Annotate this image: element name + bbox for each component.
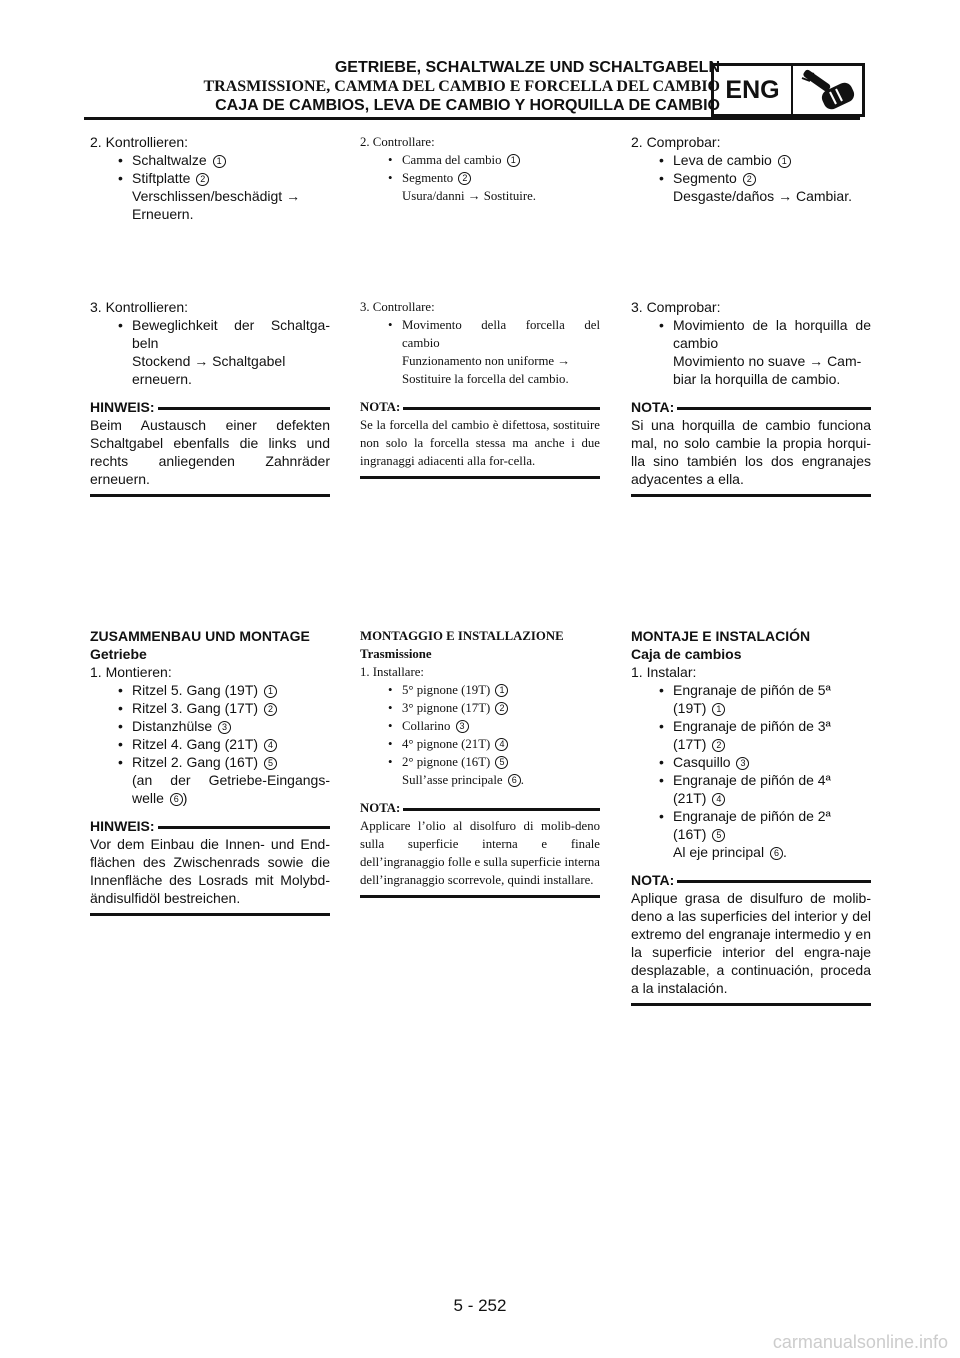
badge-label: ENG (714, 66, 793, 114)
list-item: • Beweglichkeit der Schaltga- (90, 316, 330, 334)
note-label: NOTA: (360, 400, 401, 414)
note-text: Se la forcella del cambio è difettosa, sostituire non solo la forcella stessa ma anche i due ingranaggi adiacenti alla for-cella. (360, 418, 600, 468)
note-label: NOTA: (631, 399, 675, 415)
item-text: ) (182, 790, 188, 806)
es-section-2 (631, 133, 871, 205)
item-text: 4° pignone (21T) (402, 737, 491, 751)
item-text: . (520, 773, 524, 787)
ref-number: 5 (712, 829, 725, 842)
ref-number: 1 (507, 154, 520, 167)
item-detail: Stockend → Schaltgabel (132, 353, 286, 369)
item-text: Sull’asse principale (402, 773, 503, 787)
item-text: Al eje principal (673, 844, 765, 860)
note-label: NOTA: (631, 872, 675, 888)
watermark: carmanualsonline.info (772, 1332, 948, 1352)
ref-number: 4 (264, 739, 277, 752)
header-title-de: GETRIEBE, SCHALTWALZE UND SCHALTGABELN (334, 59, 720, 76)
list-item (90, 753, 330, 771)
list-item (90, 717, 330, 735)
es-assembly (631, 627, 871, 1006)
note-heading (90, 817, 330, 835)
item-text: (19T) (673, 700, 707, 716)
item-text: (21T) (673, 790, 707, 806)
section-subtitle: Getriebe (90, 646, 147, 662)
ref-number: 4 (495, 738, 508, 751)
note-text: Applicare l’olio al disolfuro di molib-deno sulla superficie interna e finale dell’ingranaggio folle e sulla superficie interna dell’ingranaggio scorrevole, quindi installare. (360, 819, 600, 887)
note-text: Si una horquilla de cambio funciona mal, no solo cambie la propia horqui-lla sino también los dos engranajes adyacentes a ella. (631, 417, 871, 487)
ref-number: 2 (264, 703, 277, 716)
step-title: 1. Instalar: (631, 664, 697, 680)
item-text: Segmento (673, 170, 737, 186)
ref-number: 3 (218, 721, 231, 734)
step-title: 1. Installare: (360, 665, 424, 679)
item-text: Ritzel 2. Gang (16T) (132, 754, 259, 770)
list-item (360, 169, 600, 187)
item-text: Leva de cambio (673, 152, 772, 168)
item-detail: Funzionamento non uniforme → (402, 354, 571, 368)
step-title: 1. Montieren: (90, 664, 172, 680)
ref-number: 4 (712, 793, 725, 806)
section-badge (711, 63, 865, 117)
step-title: 2. Comprobar: (631, 134, 721, 150)
item-detail: Erneuern. (132, 206, 194, 222)
ref-number: 1 (778, 155, 791, 168)
header-title-es: CAJA DE CAMBIOS, LEVA DE CAMBIO Y HORQUILLA DE CAMBIO (215, 97, 720, 114)
ref-number: 3 (456, 720, 469, 733)
de-section-2 (90, 133, 330, 223)
item-detail: Desgaste/daños → Cambiar. (673, 188, 852, 204)
ref-number: 5 (495, 756, 508, 769)
item-text: 2° pignone (16T) (402, 755, 491, 769)
item-text: 5° pignone (19T) (402, 683, 491, 697)
item-text: Distanzhülse (132, 718, 213, 734)
item-text: Segmento (402, 171, 454, 185)
item-detail: cambio (673, 335, 719, 351)
item-detail: Verschlissen/beschädigt → (132, 188, 301, 204)
item-detail: Sostituire la forcella del cambio. (402, 372, 569, 386)
note-heading (90, 398, 330, 416)
ref-number: 2 (743, 173, 756, 186)
list-item (90, 151, 330, 169)
de-assembly (90, 627, 330, 916)
ref-number: 2 (458, 172, 471, 185)
note-heading (631, 398, 871, 416)
item-text: Collarino (402, 719, 451, 733)
item-detail: (an der Getriebe-Eingangs- (132, 772, 330, 788)
section-subtitle: Trasmissione (360, 647, 432, 661)
note-end-rule (90, 913, 330, 916)
list-item (631, 169, 871, 187)
list-item: • Movimento della forcella del (360, 316, 600, 334)
section-title: MONTAGGIO E INSTALLAZIONE (360, 629, 564, 643)
item-text: (16T) (673, 826, 707, 842)
item-detail: erneuern. (132, 371, 192, 387)
item-detail: biar la horquilla de cambio. (673, 371, 841, 387)
page-number: 5 - 252 (453, 1296, 507, 1315)
ref-number: 1 (264, 685, 277, 698)
list-item (360, 717, 600, 735)
ref-number: 6 (770, 847, 783, 860)
it-assembly (360, 627, 600, 898)
note-end-rule (360, 895, 600, 898)
it-section-2 (360, 133, 600, 205)
step-title: 3. Comprobar: (631, 299, 721, 315)
item-detail (90, 789, 330, 807)
note-text: Aplique grasa de disulfuro de molib-deno a las superficies del interior y del extremo del engranaje intermedio y en la superficie interior del engra-naje desplazable, a continuación, proceda a la instalación. (631, 890, 871, 996)
item-text: Ritzel 3. Gang (17T) (132, 700, 259, 716)
de-section-3 (90, 298, 330, 497)
list-item (90, 735, 330, 753)
ref-number: 3 (736, 757, 749, 770)
es-section-3 (631, 298, 871, 497)
item-text: welle (132, 790, 164, 806)
step-title: 2. Kontrollieren: (90, 134, 189, 150)
page-header (203, 58, 720, 115)
item-detail (631, 825, 871, 843)
note-label: HINWEIS: (90, 818, 155, 834)
list-item (360, 699, 600, 717)
list-item: • Engranaje de piñón de 3ª (631, 717, 871, 735)
section-title: ZUSAMMENBAU UND MONTAGE (90, 628, 310, 644)
step-title: 3. Controllare: (360, 300, 435, 314)
engine-wrench-icon (793, 66, 862, 114)
header-title-it: TRASMISSIONE, CAMMA DEL CAMBIO E FORCELLA DEL CAMBIO (203, 78, 720, 95)
item-text: Casquillo (673, 754, 731, 770)
it-section-3 (360, 298, 600, 479)
list-item (90, 681, 330, 699)
ref-number: 6 (508, 774, 521, 787)
section-subtitle: Caja de cambios (631, 646, 742, 662)
ref-number: 2 (712, 739, 725, 752)
item-text: Ritzel 5. Gang (19T) (132, 682, 259, 698)
note-end-rule (631, 1003, 871, 1006)
list-item (90, 699, 330, 717)
list-item: • Movimiento de la horquilla de (631, 316, 871, 334)
item-text: . (782, 844, 787, 860)
note-heading (360, 799, 600, 817)
list-item (631, 151, 871, 169)
ref-number: 1 (712, 703, 725, 716)
list-item: • Engranaje de piñón de 5ª (631, 681, 871, 699)
ref-number: 1 (495, 684, 508, 697)
note-text: Vor dem Einbau die Innen- und End-flächen des Zwischenrads sowie die Innenfläche des Losrads mit Molybd-ändisulfidöl bestreichen. (90, 836, 330, 906)
list-item: • Engranaje de piñón de 4ª (631, 771, 871, 789)
ref-number: 6 (170, 793, 183, 806)
note-end-rule (631, 494, 871, 497)
item-text: Camma del cambio (402, 153, 502, 167)
list-item (631, 753, 871, 771)
item-text: 3° pignone (17T) (402, 701, 491, 715)
item-detail (631, 699, 871, 717)
note-heading (631, 871, 871, 889)
note-label: HINWEIS: (90, 399, 155, 415)
item-detail (360, 771, 600, 789)
list-item (360, 681, 600, 699)
list-item (360, 753, 600, 771)
step-title: 2. Controllare: (360, 135, 435, 149)
list-item (360, 151, 600, 169)
item-detail: Usura/danni → Sostituire. (402, 189, 536, 203)
item-text: Stiftplatte (132, 170, 191, 186)
item-detail (631, 843, 871, 861)
item-detail (631, 789, 871, 807)
note-heading (360, 398, 600, 416)
ref-number: 1 (213, 155, 226, 168)
section-title: MONTAJE E INSTALACIÓN (631, 628, 811, 644)
header-rule (84, 117, 860, 120)
list-item (90, 169, 330, 187)
item-text: Schaltwalze (132, 152, 207, 168)
note-text: Beim Austausch einer defekten Schaltgabel ebenfalls die links und rechts anliegenden Zahnräder erneuern. (90, 417, 330, 487)
ref-number: 2 (495, 702, 508, 715)
step-title: 3. Kontrollieren: (90, 299, 189, 315)
item-detail: cambio (402, 336, 440, 350)
note-label: NOTA: (360, 801, 401, 815)
item-text: (17T) (673, 736, 707, 752)
note-end-rule (90, 494, 330, 497)
ref-number: 2 (196, 173, 209, 186)
note-end-rule (360, 476, 600, 479)
list-item (360, 735, 600, 753)
item-detail: beln (132, 335, 159, 351)
item-detail (631, 735, 871, 753)
item-text: Ritzel 4. Gang (21T) (132, 736, 259, 752)
ref-number: 5 (264, 757, 277, 770)
list-item: • Engranaje de piñón de 2ª (631, 807, 871, 825)
item-detail: Movimiento no suave → Cam- (673, 353, 862, 369)
